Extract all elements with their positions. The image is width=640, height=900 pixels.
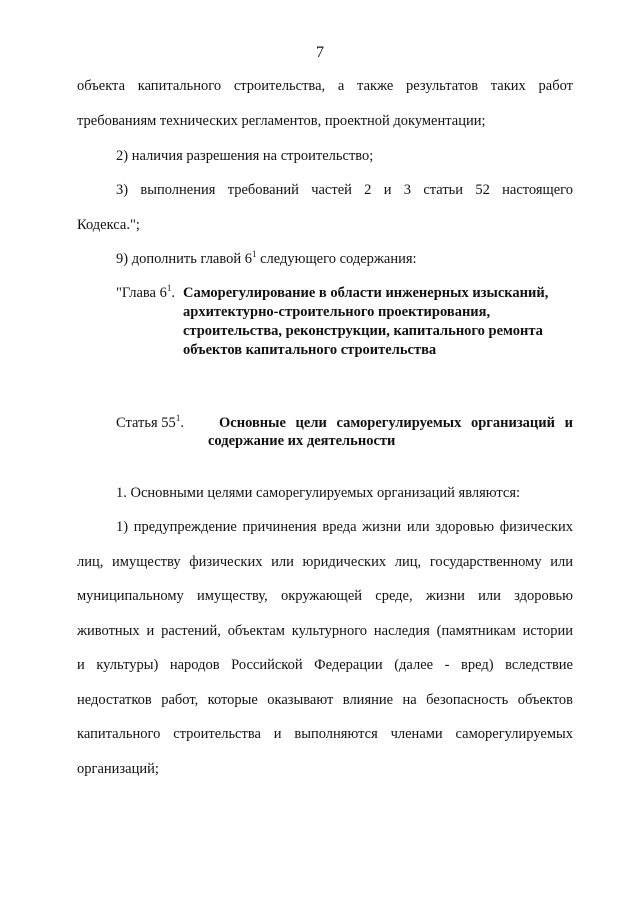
article-title: содержание их деятельности [208,433,396,449]
chapter-label-text: "Глава 6 [116,285,167,301]
article-label-text: Статья 55 [116,415,176,431]
text-line: животных и растений, объектам культурного наследия (памятникам истории [77,623,573,639]
chapter-title-line: архитектурно-строительного проектирования, [183,304,491,320]
text-line: требованиям технических регламентов, проектной документации; [77,113,486,129]
text-line: объекта капитального строительства, а также результатов таких работ [77,78,573,94]
chapter-title-line: строительства, реконструкции, капитального ремонта [183,323,543,339]
text-line: и культуры) народов Российской Федерации (далее - вред) вследствие [77,657,573,673]
article-title: Основные цели саморегулируемых организаций и [219,415,573,431]
amendment-text: следующего содержания: [256,251,417,267]
amendment-line [116,250,417,268]
text-line: лиц, имуществу физических или юридических лиц, государственному или [77,554,573,570]
list-item: 3) выполнения требований частей 2 и 3 статьи 52 настоящего [116,182,573,198]
text-line: муниципальному имуществу, окружающей среде, жизни или здоровью [77,588,573,604]
chapter-label-text: . [171,285,175,301]
text-line: 1) предупреждение причинения вреда жизни или здоровью физических [116,519,573,535]
text-line: недостатков работ, которые оказывают влияние на безопасность объектов [77,692,573,708]
chapter-title-line: объектов капитального строительства [183,342,437,358]
paragraph: 1. Основными целями саморегулируемых организаций являются: [116,485,521,501]
list-item: 2) наличия разрешения на строительство; [116,148,374,164]
chapter-label [116,284,175,302]
page-number: 7 [316,44,324,61]
chapter-title-line: Саморегулирование в области инженерных изысканий, [183,285,549,301]
amendment-text: 9) дополнить главой 6 [116,251,252,267]
text-line: Кодекса."; [77,217,140,233]
text-line: капитального строительства и выполняются членами саморегулируемых [77,726,573,742]
superscript: 1 [166,283,172,293]
superscript: 1 [252,249,257,259]
article-label-text: . [180,415,184,431]
chapter-title [183,284,548,360]
text-line: организаций; [77,761,159,777]
superscript: 1 [175,413,181,423]
